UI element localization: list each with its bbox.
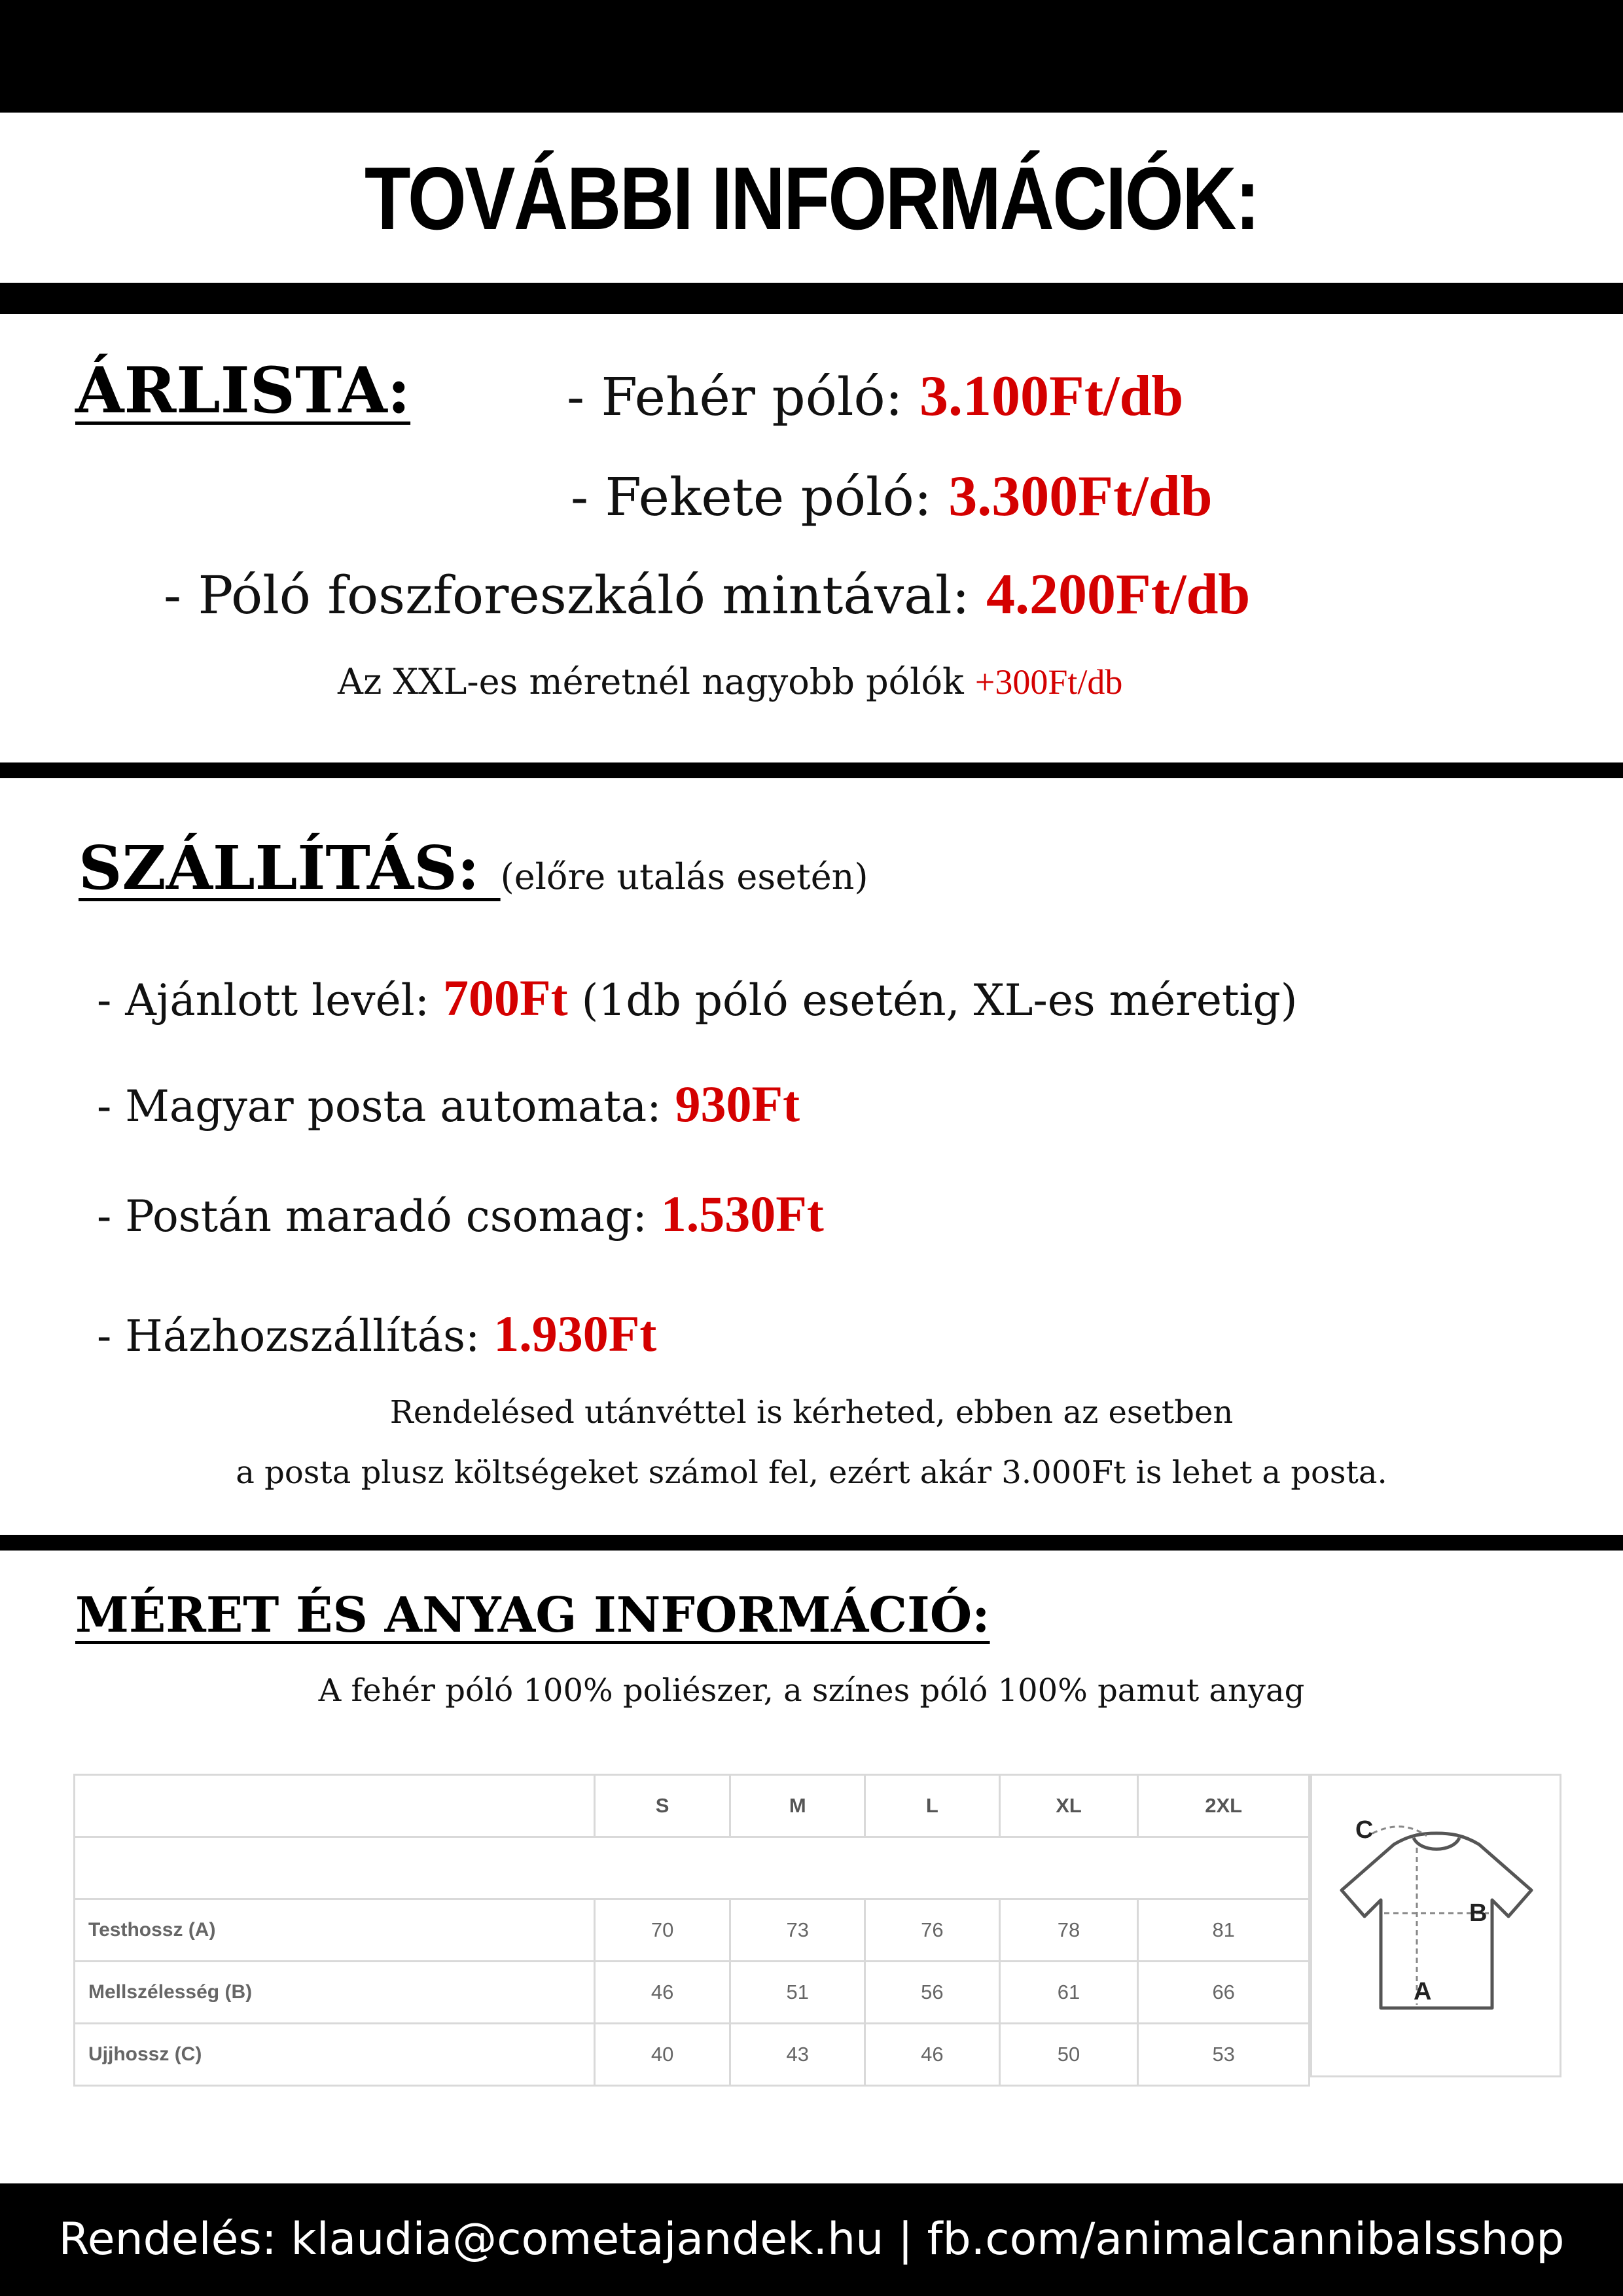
table-cell: 43 — [730, 2024, 865, 2086]
row-label: Mellszélesség (B) — [75, 1962, 595, 2024]
spacer-cell — [75, 1837, 1310, 1899]
shipping-item-label: - Házhozszállítás: — [97, 1311, 494, 1361]
table-cell: 56 — [865, 1962, 1000, 2024]
price-item-label: - Fehér póló: — [567, 367, 919, 427]
shipping-item-label: - Ajánlott levél: — [97, 975, 443, 1026]
diagram-label-a: A — [1414, 1978, 1432, 2005]
price-item-black — [571, 463, 1213, 529]
table-cell: 73 — [730, 1899, 865, 1962]
size-col-header: XL — [999, 1775, 1138, 1837]
section-divider-2 — [0, 1535, 1623, 1551]
shipping-heading: SZÁLLÍTÁS: — [79, 833, 501, 903]
shipping-heading-note: (előre utalás esetén) — [500, 856, 868, 897]
table-cell: 51 — [730, 1962, 865, 2024]
shipping-item-suffix: (1db póló esetén, XL-es méretig) — [567, 975, 1298, 1026]
xxl-note — [338, 661, 1122, 702]
footer-contact: Rendelés: klaudia@cometajandek.hu | fb.com/animalcannibalsshop — [0, 2183, 1623, 2296]
price-item-value: 4.200Ft/db — [986, 563, 1251, 626]
table-cell: 70 — [594, 1899, 730, 1962]
table-cell: 46 — [594, 1962, 730, 2024]
table-cell: 40 — [594, 2024, 730, 2086]
diagram-label-c: C — [1355, 1816, 1374, 1844]
table-row — [75, 2024, 1310, 2086]
shipping-item-post-office — [97, 1185, 824, 1244]
size-col-header: M — [730, 1775, 865, 1837]
shipping-item-label: - Magyar posta automata: — [97, 1081, 675, 1132]
size-table-corner — [75, 1775, 595, 1837]
shipping-item-price: 700Ft — [442, 969, 568, 1026]
price-item-value: 3.300Ft/db — [948, 465, 1213, 528]
tshirt-diagram — [1310, 1774, 1561, 2077]
section-divider-1 — [0, 762, 1623, 778]
size-col-header: L — [865, 1775, 1000, 1837]
shipping-item-label: - Postán maradó csomag: — [97, 1191, 661, 1242]
table-cell: 61 — [999, 1962, 1138, 2024]
table-cell: 46 — [865, 2024, 1000, 2086]
shipping-item-letter — [97, 969, 1298, 1028]
price-item-label: - Fekete póló: — [571, 467, 949, 528]
size-col-header: 2XL — [1138, 1775, 1310, 1837]
table-cell: 66 — [1138, 1962, 1310, 2024]
pricelist-heading: ÁRLISTA: — [75, 353, 411, 427]
price-item-white — [567, 363, 1183, 429]
table-cell: 76 — [865, 1899, 1000, 1962]
table-row — [75, 1962, 1310, 2024]
tshirt-outline-icon — [1312, 1776, 1560, 2075]
shipping-item-price: 1.530Ft — [660, 1185, 824, 1242]
row-label: Ujjhossz (C) — [75, 2024, 595, 2086]
price-item-glow — [164, 562, 1250, 628]
table-row — [75, 1899, 1310, 1962]
shipping-heading-row — [79, 833, 868, 903]
table-cell: 53 — [1138, 2024, 1310, 2086]
size-heading: MÉRET ÉS ANYAG INFORMÁCIÓ: — [75, 1587, 990, 1643]
material-note: A fehér póló 100% poliészer, a színes póló 100% pamut anyag — [318, 1672, 1305, 1709]
size-table-header-row — [75, 1775, 1310, 1837]
price-item-value: 3.100Ft/db — [919, 365, 1184, 428]
table-cell: 81 — [1138, 1899, 1310, 1962]
cod-note-line-2: a posta plusz költségeket számol fel, ezért akár 3.000Ft is lehet a posta. — [236, 1454, 1387, 1491]
shipping-item-price: 930Ft — [675, 1075, 800, 1132]
xxl-note-price: +300Ft/db — [974, 662, 1123, 702]
top-band — [0, 0, 1623, 113]
table-cell: 50 — [999, 2024, 1138, 2086]
cod-note-line-1: Rendelésed utánvéttel is kérheted, ebben az esetben — [389, 1394, 1234, 1431]
shipping-item-locker — [97, 1075, 800, 1134]
shipping-item-price: 1.930Ft — [493, 1305, 657, 1362]
shipping-item-home — [97, 1304, 656, 1363]
row-label: Testhossz (A) — [75, 1899, 595, 1962]
title-divider — [0, 283, 1623, 314]
price-item-label: - Póló foszforeszkáló mintával: — [164, 565, 986, 626]
size-table-spacer-row — [75, 1837, 1310, 1899]
diagram-label-b: B — [1469, 1899, 1488, 1927]
xxl-note-text: Az XXL-es méretnél nagyobb pólók — [338, 661, 975, 702]
table-cell: 78 — [999, 1899, 1138, 1962]
size-col-header: S — [594, 1775, 730, 1837]
size-table — [73, 1774, 1310, 2087]
page-title: TOVÁBBI INFORMÁCIÓK: — [364, 149, 1259, 248]
